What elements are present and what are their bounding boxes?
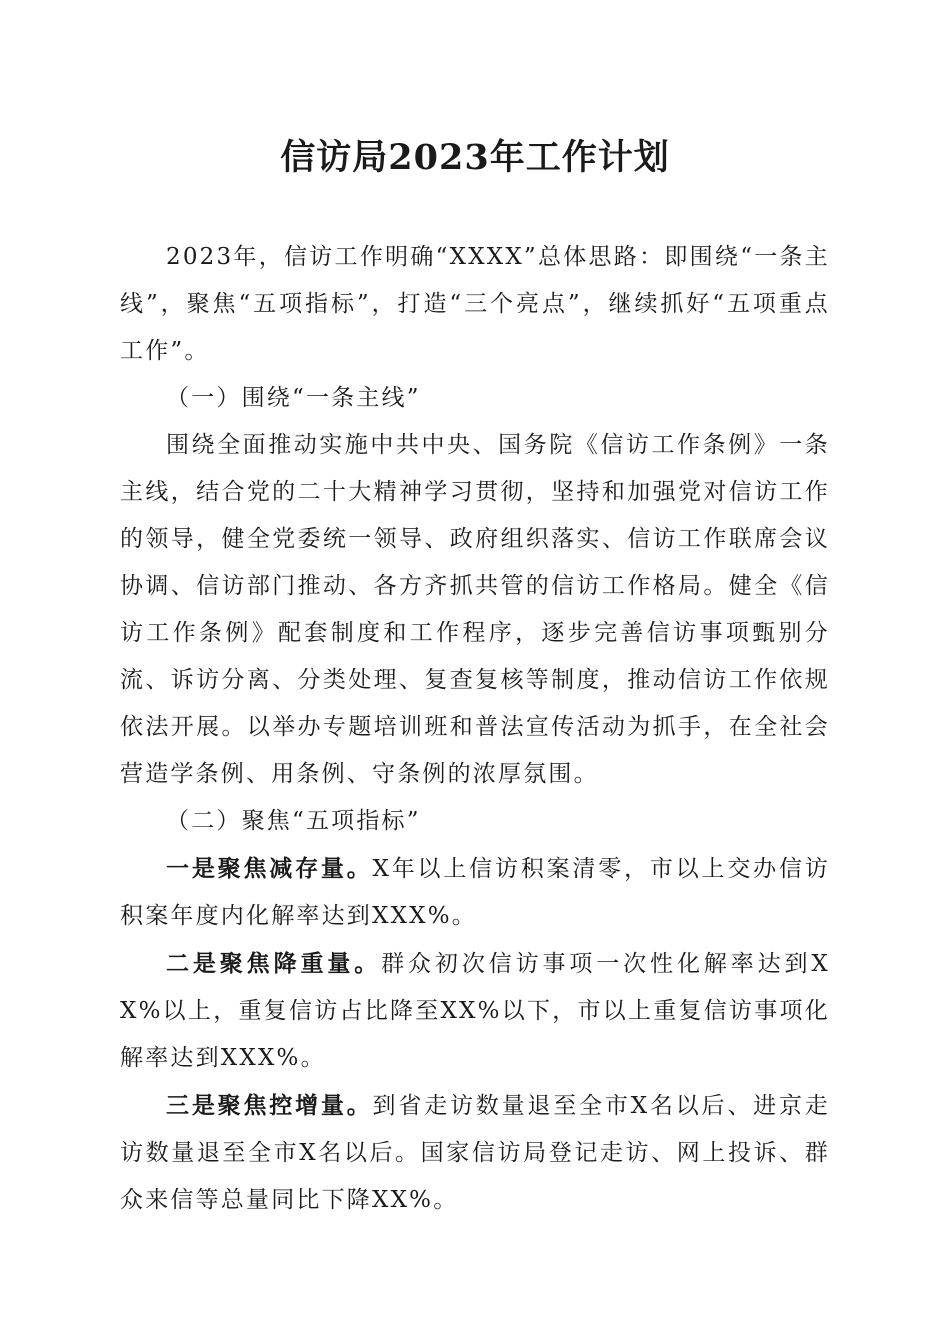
indicator-item-1 (120, 845, 830, 940)
indicator-item-1-lead: 一是聚焦减存量。 (166, 855, 373, 882)
section-2-heading: （二）聚焦“五项指标” (166, 808, 421, 834)
indicator-item-3-lead: 三是聚焦控增量。 (166, 1092, 373, 1119)
document-page (120, 132, 830, 1224)
intro-paragraph: 2023年，信访工作明确“XXXX”总体思路：即围绕“一条主线”，聚焦“五项指标”，打造“三个亮点”，继续抓好“五项重点工作”。 (120, 244, 830, 364)
indicator-item-2-body: 群众初次信访事项一次性化解率达到XX%以上，重复信访占比降至XX%以下，市以上重复信访事项化解率达到XXX%。 (120, 951, 830, 1071)
indicator-item-2 (120, 940, 830, 1082)
indicator-item-1-body: X年以上信访积案清零，市以上交办信访积案年度内化解率达到XXX%。 (120, 856, 830, 929)
indicator-item-3 (120, 1082, 830, 1224)
document-title: 信访局2023年工作计划 (280, 137, 670, 178)
indicator-item-3-body: 到省走访数量退至全市X名以后、进京走访数量退至全市X名以后。国家信访局登记走访、网上投诉、群众来信等总量同比下降XX%。 (120, 1093, 830, 1213)
section-1-heading: （一）围绕“一条主线” (166, 385, 421, 411)
section-1-paragraph: 围绕全面推动实施中共中央、国务院《信访工作条例》一条主线，结合党的二十大精神学习贯彻，坚持和加强党对信访工作的领导，健全党委统一领导、政府组织落实、信访工作联席会议协调、信访部门推动、各方齐抓共管的信访工作格局。健全《信访工作条例》配套制度和工作程序，逐步完善信访事项甄别分流、诉访分离、分类处理、复查复核等制度，推动信访工作依规依法开展。以举办专题培训班和普法宣传活动为抓手，在全社会营造学条例、用条例、守条例的浓厚氛围。 (120, 432, 830, 787)
indicator-item-2-lead: 二是聚焦降重量。 (166, 950, 382, 977)
